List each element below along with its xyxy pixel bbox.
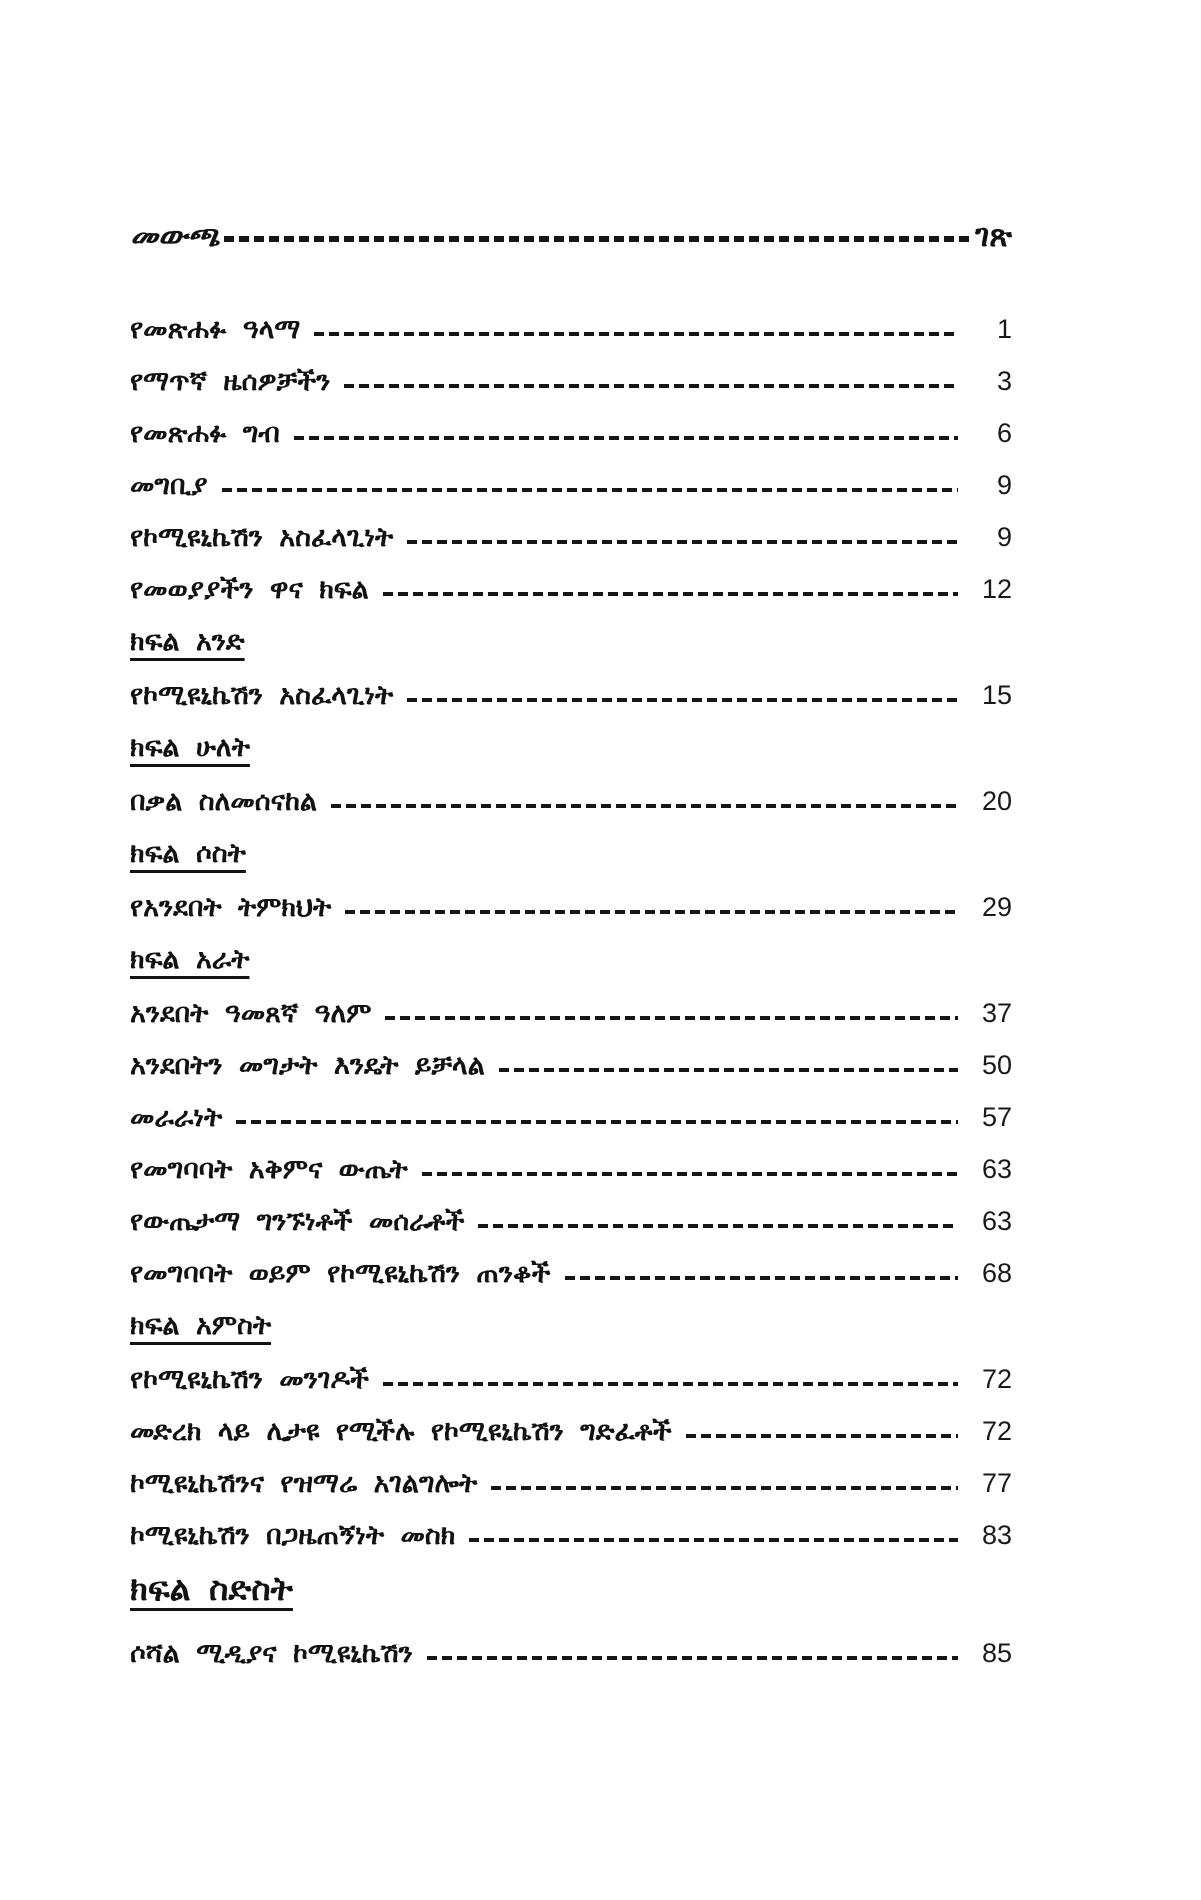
toc-entry-label: የመወያያችን ዋና ክፍል [130, 573, 369, 605]
toc-entry-label: የመግባባት ወይም የኮሚዩኒኬሽን ጠንቆች [130, 1257, 551, 1289]
toc-section-heading [130, 623, 1012, 660]
toc-entry-label: የአንደበት ትምክህት [130, 891, 332, 923]
toc-section-heading [130, 1307, 1012, 1344]
toc-entry [130, 889, 1012, 926]
toc-entry [130, 1361, 1012, 1398]
toc-section-heading [130, 1569, 1012, 1609]
dotted-leader [345, 910, 958, 914]
toc-entry-label: የማጥኛ ዜሰዎቻችን [130, 365, 331, 397]
toc-entry-label: የመጽሐፉ ግብ [130, 417, 280, 449]
toc-entry-label: የመጽሐፉ ዓላማ [130, 313, 301, 345]
toc-entry-label: አንደበትን መግታት እንዴት ይቻላል [130, 1049, 485, 1081]
toc-entry [130, 1413, 1012, 1450]
toc-entry [130, 1635, 1012, 1672]
dotted-leader [236, 1120, 958, 1124]
toc-entry [130, 1099, 1012, 1136]
toc-entry [130, 363, 1012, 400]
dotted-leader [407, 698, 958, 702]
toc-section-heading [130, 729, 1012, 766]
dotted-leader [294, 436, 958, 440]
dotted-leader [224, 236, 969, 242]
dotted-leader [422, 1172, 958, 1176]
dotted-leader [331, 804, 958, 808]
dotted-leader [222, 488, 958, 492]
dotted-leader [407, 540, 958, 544]
toc-entry-label: የኮሚዩኒኬሽን አስፈላጊነት [130, 679, 394, 711]
toc-page-number: 85 [981, 1638, 1012, 1668]
toc-entry [130, 519, 1012, 556]
toc-page-number: 57 [981, 1102, 1012, 1132]
toc-entry-label: የውጤታማ ግንኙነቶች መሰራቶች [130, 1205, 465, 1237]
toc-page-number: 50 [981, 1050, 1012, 1080]
toc-page-number: 3 [996, 366, 1012, 396]
dotted-leader [383, 592, 958, 596]
toc-entry [130, 311, 1012, 348]
toc-page-number: 72 [981, 1364, 1012, 1394]
toc-entry [130, 467, 1012, 504]
toc-page-number: 29 [981, 892, 1012, 922]
dotted-leader [314, 332, 958, 336]
toc-entry [130, 677, 1012, 714]
toc-section-label: ክፍል ሁለት [130, 731, 250, 763]
toc-page-number: 12 [981, 574, 1012, 604]
toc-page-number: 37 [981, 998, 1012, 1028]
toc-entry [130, 1255, 1012, 1292]
dotted-leader [491, 1486, 958, 1490]
toc-page-number: 77 [981, 1468, 1012, 1498]
toc-entry [130, 783, 1012, 820]
toc-entry-label: አንደበት ዓመጸኛ ዓለም [130, 997, 372, 1029]
toc-section-label: ክፍል ሶስት [130, 837, 246, 869]
toc-entry-label: መድረክ ላይ ሊታዩ የሚችሉ የኮሚዩኒኬሽን ግድፈቶች [130, 1415, 672, 1447]
dotted-leader [478, 1224, 958, 1228]
toc-entry [130, 1151, 1012, 1188]
toc-page-number: 20 [981, 786, 1012, 816]
toc-entry [130, 415, 1012, 452]
toc-page-number: 83 [981, 1520, 1012, 1550]
toc-section-label: ክፍል አንድ [130, 625, 245, 657]
dotted-leader [427, 1656, 958, 1660]
toc-section-label: ክፍል አራት [130, 943, 250, 975]
toc-page-number: 63 [981, 1206, 1012, 1236]
toc-section-heading [130, 941, 1012, 978]
dotted-leader [344, 384, 958, 388]
toc-section-label: ክፍል አምስት [130, 1309, 272, 1341]
toc-entry-label: ኮሚዩኒኬሽንና የዝማሬ አገልግሎት [130, 1467, 478, 1499]
toc-page-number: 63 [981, 1154, 1012, 1184]
toc-page-number: 1 [996, 314, 1012, 344]
toc-entry-label: የመግባባት አቅምና ውጤት [130, 1153, 408, 1185]
toc-page-number: 9 [996, 470, 1012, 500]
toc-section-heading [130, 835, 1012, 872]
toc-page [130, 218, 1012, 1687]
toc-entry-label: መግቢያ [130, 469, 208, 501]
toc-entry-label: የኮሚዩኒኬሽን አስፈላጊነት [130, 521, 394, 553]
toc-page-number: 15 [981, 680, 1012, 710]
toc-entry [130, 995, 1012, 1032]
toc-entry [130, 1465, 1012, 1502]
toc-entry-label: ሶሻል ሚዲያና ኮሚዩኒኬሽን [130, 1637, 413, 1669]
toc-section-label: ክፍል ስድስት [130, 1569, 293, 1608]
dotted-leader [499, 1068, 958, 1072]
toc-entry-label: የኮሚዩኒኬሽን መንገዶች [130, 1363, 369, 1395]
toc-title: መውጫ [130, 218, 220, 254]
toc-entry [130, 571, 1012, 608]
dotted-leader [565, 1276, 958, 1280]
toc-page-number: 72 [981, 1416, 1012, 1446]
dotted-leader [469, 1538, 958, 1542]
toc-entry [130, 1517, 1012, 1554]
toc-entry [130, 1047, 1012, 1084]
toc-entry-label: በቃል ስለመሰናከል [130, 785, 317, 817]
toc-page-number: 68 [981, 1258, 1012, 1288]
dotted-leader [686, 1434, 958, 1438]
toc-page-number: 6 [996, 418, 1012, 448]
toc-header-row [130, 218, 1012, 255]
toc-entry-label: ኮሚዩኒኬሽን በጋዜጠኝነት መስክ [130, 1519, 456, 1551]
toc-page-number: 9 [996, 522, 1012, 552]
page-column-label: ገጽ [975, 218, 1012, 254]
dotted-leader [385, 1016, 958, 1020]
toc-entry-label: መራራነት [130, 1101, 223, 1133]
dotted-leader [383, 1382, 958, 1386]
toc-entry [130, 1203, 1012, 1240]
